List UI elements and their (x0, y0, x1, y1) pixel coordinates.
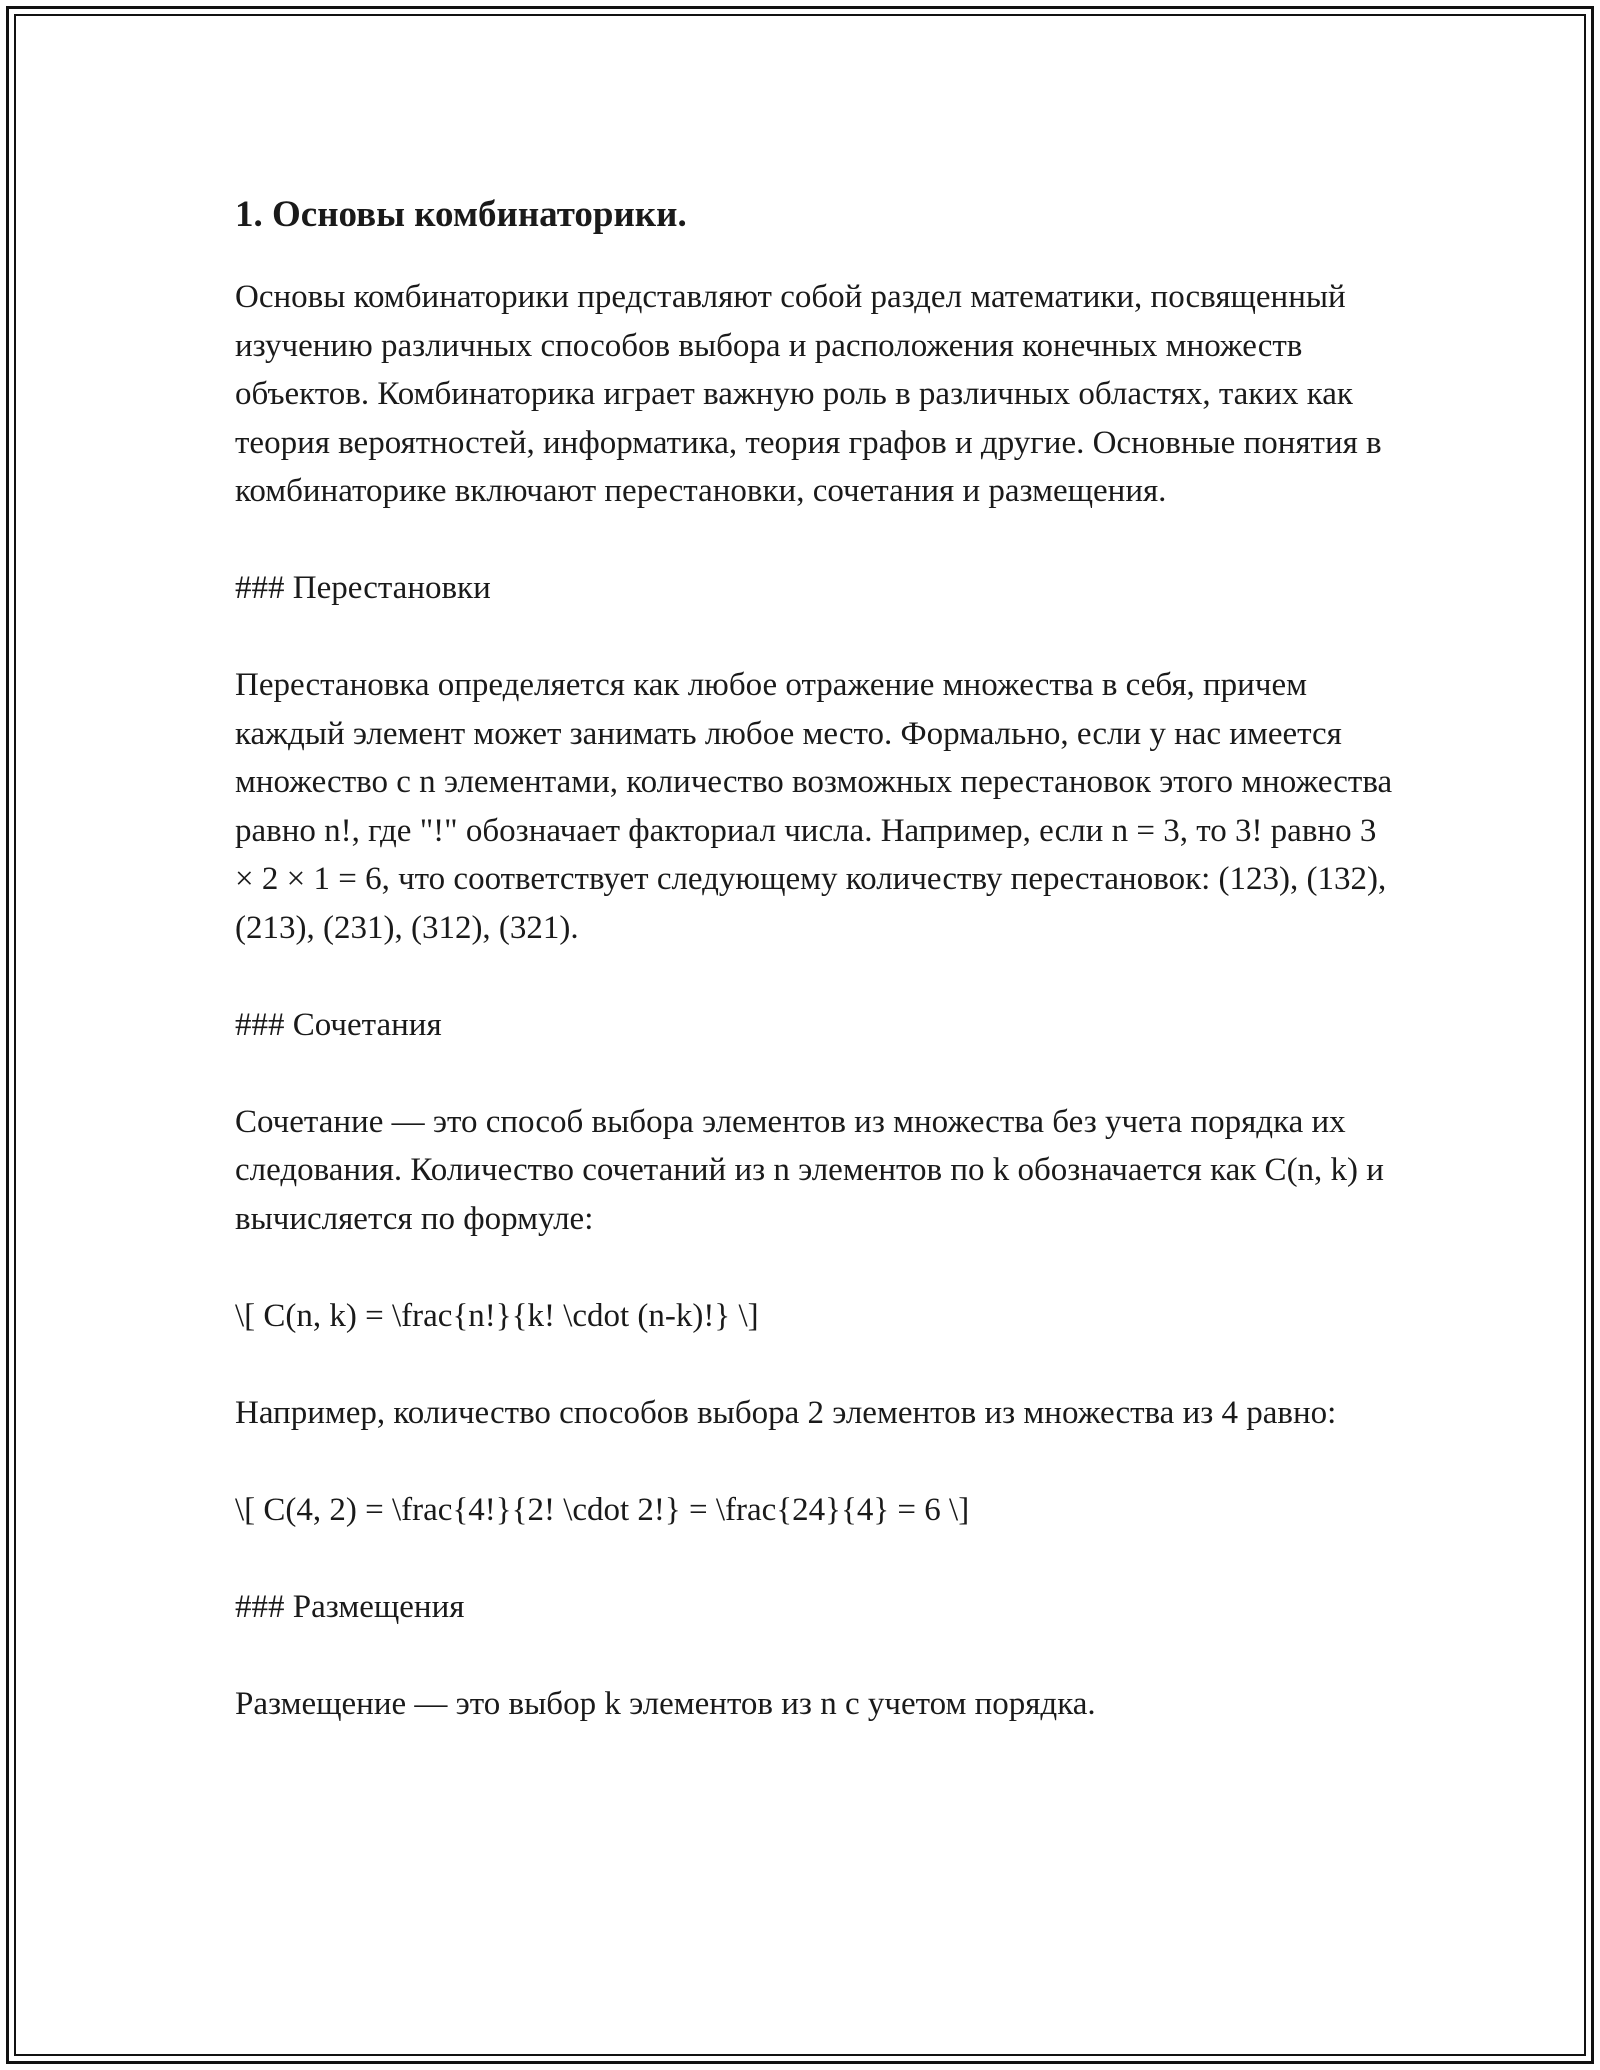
intro-paragraph: Основы комбинаторики представляют собой раздел математики, посвященный изучению различных способов выбора и расположения конечных множеств объектов. Комбинаторика играет важную роль в различных областях, таких как теория вероятностей, информатика, теория графов и другие. Основные понятия в комбинаторике включают перестановки, сочетания и размещения. (235, 279, 1382, 509)
arrangements-paragraph: Размещение — это выбор k элементов из n с учетом порядка. (235, 1685, 1096, 1722)
document-body (235, 187, 1395, 1728)
combinations-paragraph: Сочетание — это способ выбора элементов из множества без учета порядка их следования. Количество сочетаний из n элементов по k обозначается как C(n, k) и вычисляется по формуле: (235, 1103, 1384, 1237)
permutations-heading: ### Перестановки (235, 570, 491, 606)
example-paragraph: Например, количество способов выбора 2 элементов из множества из 4 равно: (235, 1394, 1337, 1431)
permutations-paragraph: Перестановка определяется как любое отражение множества в себя, причем каждый элемент может занимать любое место. Формально, если у нас имеется множество с n элементами, количество возможных перестановок этого множества равно n!, где "!" обозначает факториал числа. Например, если n = 3, то 3! равно 3 × 2 × 1 = 6, что соответствует следующему количеству перестановок: (123), (132), (213), (231), (312), (321). (235, 667, 1393, 946)
combinations-heading: ### Сочетания (235, 1006, 442, 1043)
example-formula: \[ C(4, 2) = \frac{4!}{2! \cdot 2!} = \frac{24}{4} = 6 \] (235, 1491, 970, 1528)
combinations-formula: \[ C(n, k) = \frac{n!}{k! \cdot (n-k)!} \] (235, 1297, 759, 1334)
arrangements-heading: ### Размещения (235, 1588, 465, 1625)
section-title: 1. Основы комбинаторики. (235, 194, 687, 235)
